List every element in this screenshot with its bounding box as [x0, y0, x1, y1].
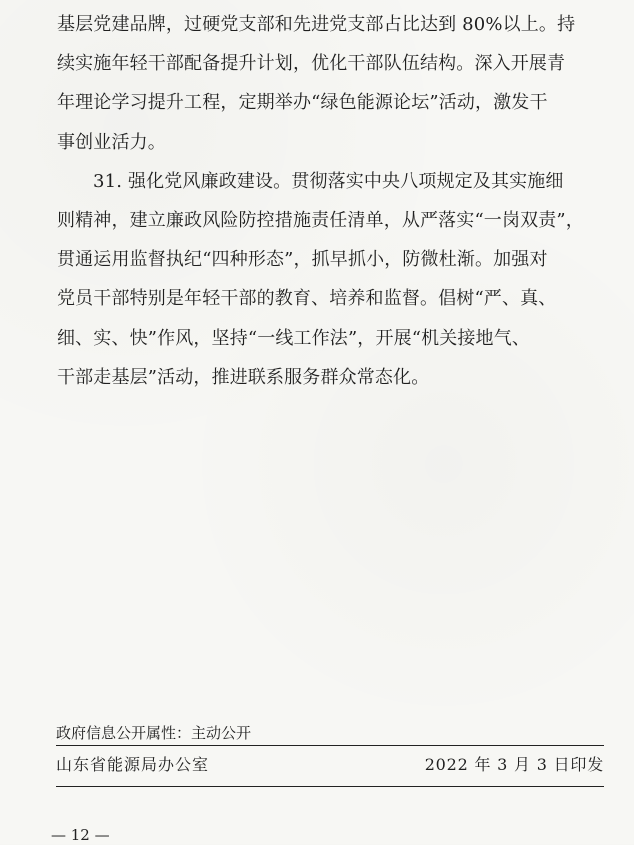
paragraph-continuation — [57, 5, 605, 162]
document-body — [57, 5, 605, 397]
paragraph-line: 则精神，建立廉政风险防控措施责任清单，从严落实“一岗双责”， — [57, 209, 584, 231]
paragraph-line: 事创业活力。 — [57, 131, 166, 153]
paragraph-item-31 — [57, 162, 605, 397]
issuer-row — [56, 751, 604, 779]
paragraph-line: 31. 强化党风廉政建设。贯彻落实中央八项规定及其实施细 — [93, 170, 564, 192]
paragraph-line: 贯通运用监督执纪“四种形态”，抓早抓小，防微杜渐。加强对 — [57, 249, 548, 271]
page-number: — 12 — — [51, 826, 110, 844]
document-footer — [56, 722, 604, 774]
paragraph-line: 干部走基层”活动，推进联系服务群众常态化。 — [57, 366, 430, 388]
paragraph-line: 细、实、快”作风，坚持“一线工作法”，开展“机关接地气、 — [57, 327, 531, 349]
issuing-office: 山东省能源局办公室 — [56, 755, 210, 774]
print-date: 2022 年 3 月 3 日印发 — [424, 755, 604, 774]
footer-bottom-rule — [56, 786, 604, 787]
paragraph-line: 续实施年轻干部配备提升计划，优化干部队伍结构。深入开展青 — [57, 53, 566, 75]
disclosure-attribute: 政府信息公开属性：主动公开 — [56, 724, 252, 742]
footer-top-rule — [56, 745, 604, 746]
paragraph-line: 年理论学习提升工程，定期举办“绿色能源论坛”活动，激发干 — [57, 92, 548, 114]
paragraph-line: 党员干部特别是年轻干部的教育、培养和监督。倡树“严、真、 — [57, 288, 557, 310]
paragraph-line: 基层党建品牌，过硬党支部和先进党支部占比达到 80%以上。持 — [57, 14, 576, 35]
